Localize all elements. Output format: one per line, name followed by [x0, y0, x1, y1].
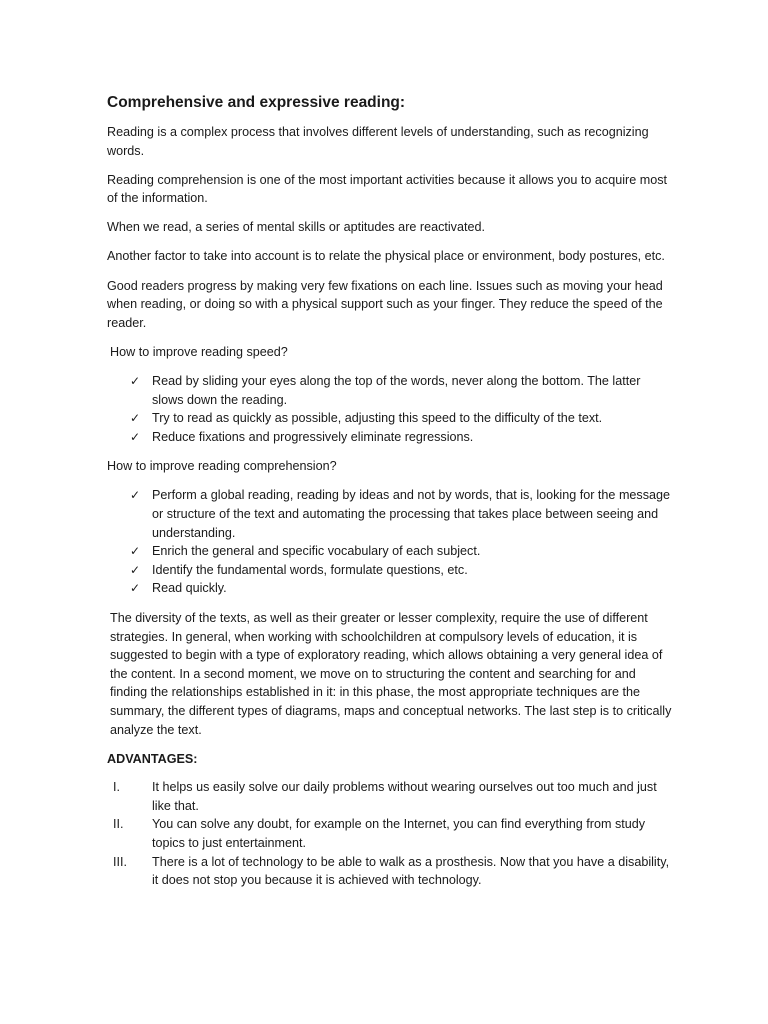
list-item-text: Try to read as quickly as possible, adjusting this speed to the difficulty of the text.	[152, 411, 603, 426]
checkmark-icon: ✓	[130, 373, 141, 388]
speed-list	[107, 372, 672, 446]
advantages-list	[107, 778, 672, 890]
list-item	[130, 542, 672, 561]
list-item	[113, 815, 672, 852]
list-item-text: There is a lot of technology to be able to walk as a prosthesis. Now that you have a disability, it does not stop you because it is achieved with technology.	[152, 854, 670, 888]
paragraph-good-readers: Good readers progress by making very few fixations on each line. Issues such as moving your head when reading, or doing so with a physical support such as your finger. They reduce the speed of the reader.	[107, 278, 663, 330]
comprehension-list	[107, 486, 672, 598]
list-item-text: Perform a global reading, reading by ideas and not by words, that is, looking for the message or structure of the text and automating the processing that takes place between seeing and understanding.	[152, 488, 671, 540]
paragraph-reading-process: Reading is a complex process that involves different levels of understanding, such as recognizing words.	[107, 125, 649, 158]
advantages-heading: ADVANTAGES:	[107, 751, 198, 766]
list-item-text: Enrich the general and specific vocabulary of each subject.	[152, 544, 481, 559]
paragraph-text-diversity: The diversity of the texts, as well as their greater or lesser complexity, require the use of different strategies. In general, when working with schoolchildren at compulsory levels of education, it is suggested to begin with a type of exploratory reading, which allows obtaining a very general idea of the content. In a second moment, we move on to structuring the content and searching for and finding the relationships established in it: in this phase, the most appropriate techniques are the summary, the different types of diagrams, maps and conceptual networks. The last step is to critically analyze the text.	[110, 610, 672, 737]
checkmark-icon: ✓	[130, 488, 141, 503]
list-item-text: Identify the fundamental words, formulate questions, etc.	[152, 562, 468, 577]
checkmark-icon: ✓	[130, 562, 141, 577]
list-item-text: It helps us easily solve our daily problems without wearing ourselves out too much and just like that.	[152, 780, 657, 813]
list-item-text: You can solve any doubt, for example on the Internet, you can find everything from study topics to just entertainment.	[152, 817, 646, 850]
checkmark-icon: ✓	[130, 581, 141, 596]
checkmark-icon: ✓	[130, 544, 141, 559]
paragraph-mental-skills: When we read, a series of mental skills or aptitudes are reactivated.	[107, 220, 485, 235]
list-item	[113, 778, 672, 815]
list-item-number: I.	[113, 780, 120, 795]
comprehension-heading: How to improve reading comprehension?	[107, 459, 337, 474]
list-item	[130, 372, 672, 409]
paragraph-reading-comprehension: Reading comprehension is one of the most important activities because it allows you to acquire most of the information.	[107, 172, 668, 206]
list-item	[113, 853, 672, 890]
document-title: Comprehensive and expressive reading:	[107, 94, 406, 111]
list-item-number: III.	[113, 854, 127, 869]
list-item	[130, 409, 672, 428]
list-item-text: Read quickly.	[152, 581, 227, 596]
speed-heading: How to improve reading speed?	[110, 344, 288, 359]
list-item-number: II.	[113, 817, 124, 832]
checkmark-icon: ✓	[130, 411, 141, 426]
list-item	[130, 428, 672, 447]
paragraph-physical-place: Another factor to take into account is to relate the physical place or environment, body postures, etc.	[107, 249, 665, 264]
list-item-text: Reduce fixations and progressively eliminate regressions.	[152, 429, 474, 444]
list-item-text: Read by sliding your eyes along the top of the words, never along the bottom. The latter slows down the reading.	[152, 373, 641, 407]
checkmark-icon: ✓	[130, 429, 141, 444]
list-item	[130, 561, 672, 580]
list-item	[130, 579, 672, 598]
list-item	[130, 486, 672, 542]
